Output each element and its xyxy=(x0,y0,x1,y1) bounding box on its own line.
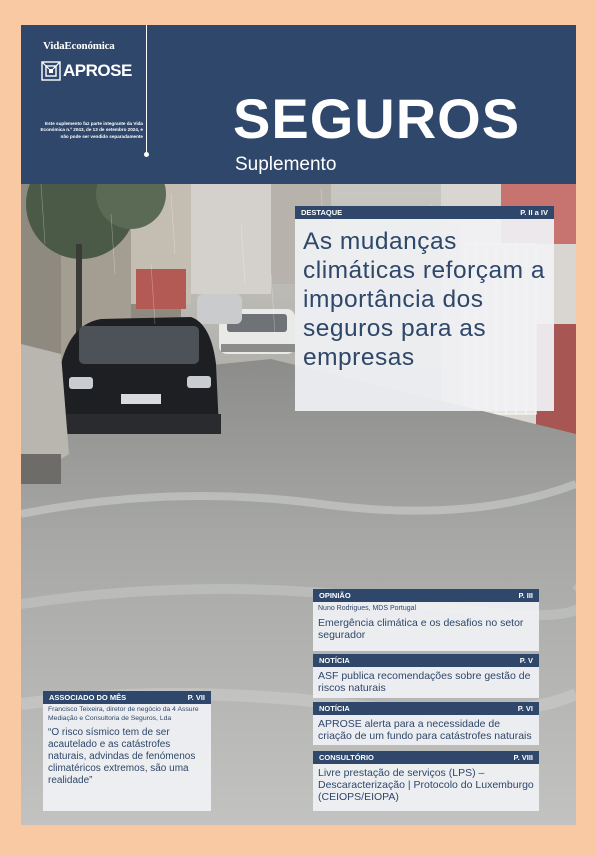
member-author: Francisco Teixeira, diretor de negócio da 4 Assure Mediação e Consultoria de Seguros, Lda xyxy=(48,706,199,722)
section-label: OPINIÃO xyxy=(319,591,351,600)
consultancy-headline: Livre prestação de serviços (LPS) – Descaracterização | Protocolo do Luxemburgo (CEIOPS/EIOPA) xyxy=(318,767,534,803)
cover-header xyxy=(21,25,576,184)
cover-page xyxy=(21,25,576,825)
page-ref: P. VI xyxy=(517,704,533,713)
page-ref: P. V xyxy=(519,656,533,665)
featured-headline: As mudanças climáticas reforçam a importância dos seguros para as empresas xyxy=(303,228,545,371)
news-item-1[interactable] xyxy=(313,654,539,698)
section-label: CONSULTÓRIO xyxy=(319,753,374,762)
section-label: ASSOCIADO DO MÊS xyxy=(49,693,127,702)
aprose-logo-text: APROSE xyxy=(63,61,132,80)
brand-divider-dot xyxy=(144,152,149,157)
featured-story-header xyxy=(295,206,554,219)
page-ref: P. VII xyxy=(187,693,205,702)
supplement-title: SEGUROS xyxy=(233,87,521,150)
news-header-1 xyxy=(313,654,539,667)
section-label: DESTAQUE xyxy=(301,208,343,217)
opinion-header xyxy=(313,589,539,602)
brand-column xyxy=(37,35,147,175)
consultancy-item[interactable] xyxy=(313,751,539,811)
page-ref: P. II a IV xyxy=(520,208,548,217)
section-label: NOTÍCIA xyxy=(319,704,350,713)
opinion-item[interactable] xyxy=(313,589,539,651)
news-header-2 xyxy=(313,702,539,715)
member-header xyxy=(43,691,211,704)
member-of-month[interactable] xyxy=(43,691,211,811)
brand-divider xyxy=(146,25,147,155)
member-quote: “O risco sísmico tem de ser acautelado e as catástrofes naturais, advindas de fenómenos climatéricos extremos, são uma realidade” xyxy=(48,727,196,787)
consultancy-header xyxy=(313,751,539,764)
opinion-headline: Emergência climática e os desafios no setor segurador xyxy=(318,617,524,641)
vida-economica-logo: VidaEconómica xyxy=(43,40,115,52)
page-ref: P. VIII xyxy=(513,753,533,762)
news-item-2[interactable] xyxy=(313,702,539,745)
aprose-logo xyxy=(41,61,132,81)
section-label: NOTÍCIA xyxy=(319,656,350,665)
news-headline-2: APROSE alerta para a necessidade de criação de um fundo para catástrofes naturais xyxy=(318,718,532,742)
opinion-author: Nuno Rodrigues, MDS Portugal xyxy=(318,605,417,612)
aprose-logo-icon xyxy=(41,61,61,81)
supplement-subtitle: Suplemento xyxy=(235,154,337,175)
supplement-note: Este suplemento faz parte integrante da Vida Económica n.º 2043, de 13 de setembro 2024, e não pode ser vendido separadamente xyxy=(40,121,143,139)
featured-story[interactable] xyxy=(295,206,554,411)
news-headline-1: ASF publica recomendações sobre gestão de riscos naturais xyxy=(318,670,531,694)
page-ref: P. III xyxy=(518,591,533,600)
